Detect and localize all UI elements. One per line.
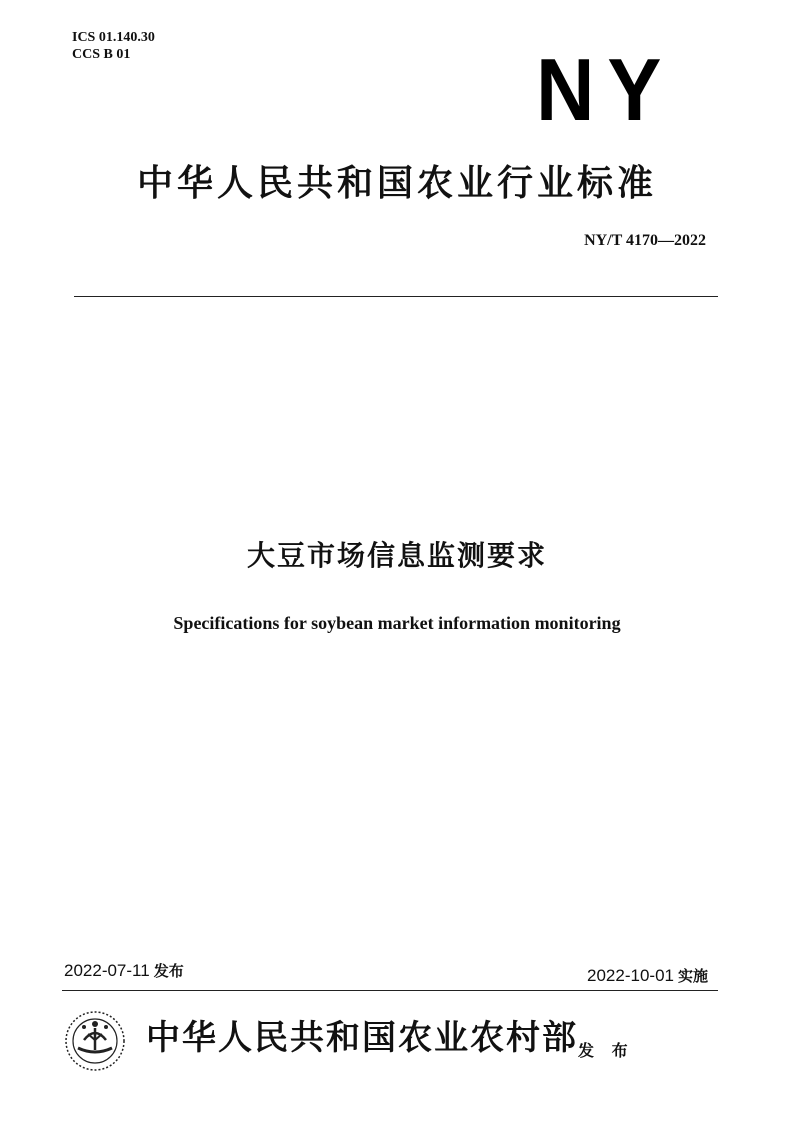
ccs-code: CCS B 01 xyxy=(72,47,131,62)
bottom-divider xyxy=(62,990,718,991)
publish-label: 发布 xyxy=(153,962,184,980)
ministry-emblem-icon xyxy=(64,1010,126,1072)
implement-label: 实施 xyxy=(677,967,708,985)
top-divider xyxy=(74,296,718,297)
publish-date-block xyxy=(64,960,184,982)
ny-logo: NY xyxy=(536,40,675,139)
standard-category-title: 中华人民共和国农业行业标准 xyxy=(136,163,657,204)
implement-date-block xyxy=(587,965,708,987)
ics-code: ICS 01.140.30 xyxy=(72,30,155,45)
document-title-cn: 大豆市场信息监测要求 xyxy=(246,539,547,572)
implement-date: 2022-10-01 xyxy=(587,966,674,985)
standard-number: NY/T 4170—2022 xyxy=(584,232,706,249)
issued-label: 发 布 xyxy=(578,1041,634,1060)
issuer-name: 中华人民共和国农业农村部 xyxy=(146,1018,578,1058)
publish-date: 2022-07-11 xyxy=(64,961,150,980)
document-title-en: Specifications for soybean market information monitoring xyxy=(173,613,621,633)
